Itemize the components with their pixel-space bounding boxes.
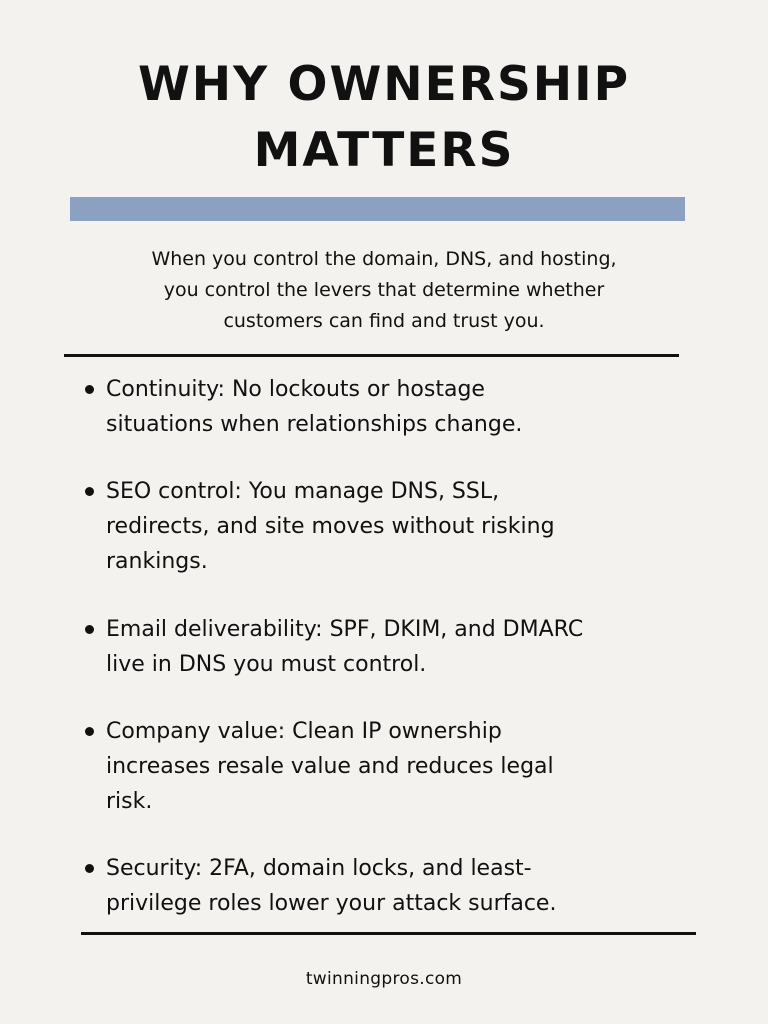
bullet-dot-icon <box>85 487 94 496</box>
intro-line-3: customers can find and trust you. <box>223 310 545 332</box>
bullet-line: Email deliverability: SPF, DKIM, and DMARC <box>106 617 584 642</box>
bullet-dot-icon <box>85 727 94 736</box>
bullet-line: redirects, and site moves without risking <box>106 514 555 539</box>
bullet-text <box>106 612 686 682</box>
intro-line-1: When you control the domain, DNS, and hosting, <box>151 248 617 270</box>
bullet-line: increases resale value and reduces legal <box>106 754 554 779</box>
top-divider <box>64 354 679 357</box>
bullet-line: SEO control: You manage DNS, SSL, <box>106 479 500 504</box>
intro-line-2: you control the levers that determine whether <box>163 279 605 301</box>
bullet-text <box>106 372 686 442</box>
bullet-dot-icon <box>85 864 94 873</box>
bullet-dot-icon <box>85 385 94 394</box>
bullet-text <box>106 851 686 921</box>
bullet-line: situations when relationships change. <box>106 412 523 437</box>
bullet-text <box>106 714 686 819</box>
page-title-line-1: WHY OWNERSHIP <box>137 57 631 112</box>
bullet-line: Continuity: No lockouts or hostage <box>106 377 485 402</box>
bullet-line: rankings. <box>106 549 208 574</box>
bullet-text <box>106 474 686 579</box>
footer-site-url: twinningpros.com <box>305 969 463 989</box>
page-title <box>0 52 768 184</box>
bullet-line: Security: 2FA, domain locks, and least- <box>106 856 532 881</box>
bullet-line: Company value: Clean IP ownership <box>106 719 502 744</box>
bullet-line: risk. <box>106 789 153 814</box>
bullet-line: privilege roles lower your attack surface. <box>106 891 557 916</box>
bullet-line: live in DNS you must control. <box>106 652 427 677</box>
bullet-dot-icon <box>85 625 94 634</box>
accent-bar <box>70 197 685 221</box>
intro-paragraph <box>60 244 708 337</box>
bottom-divider <box>81 932 696 935</box>
page-title-line-2: MATTERS <box>253 123 515 178</box>
